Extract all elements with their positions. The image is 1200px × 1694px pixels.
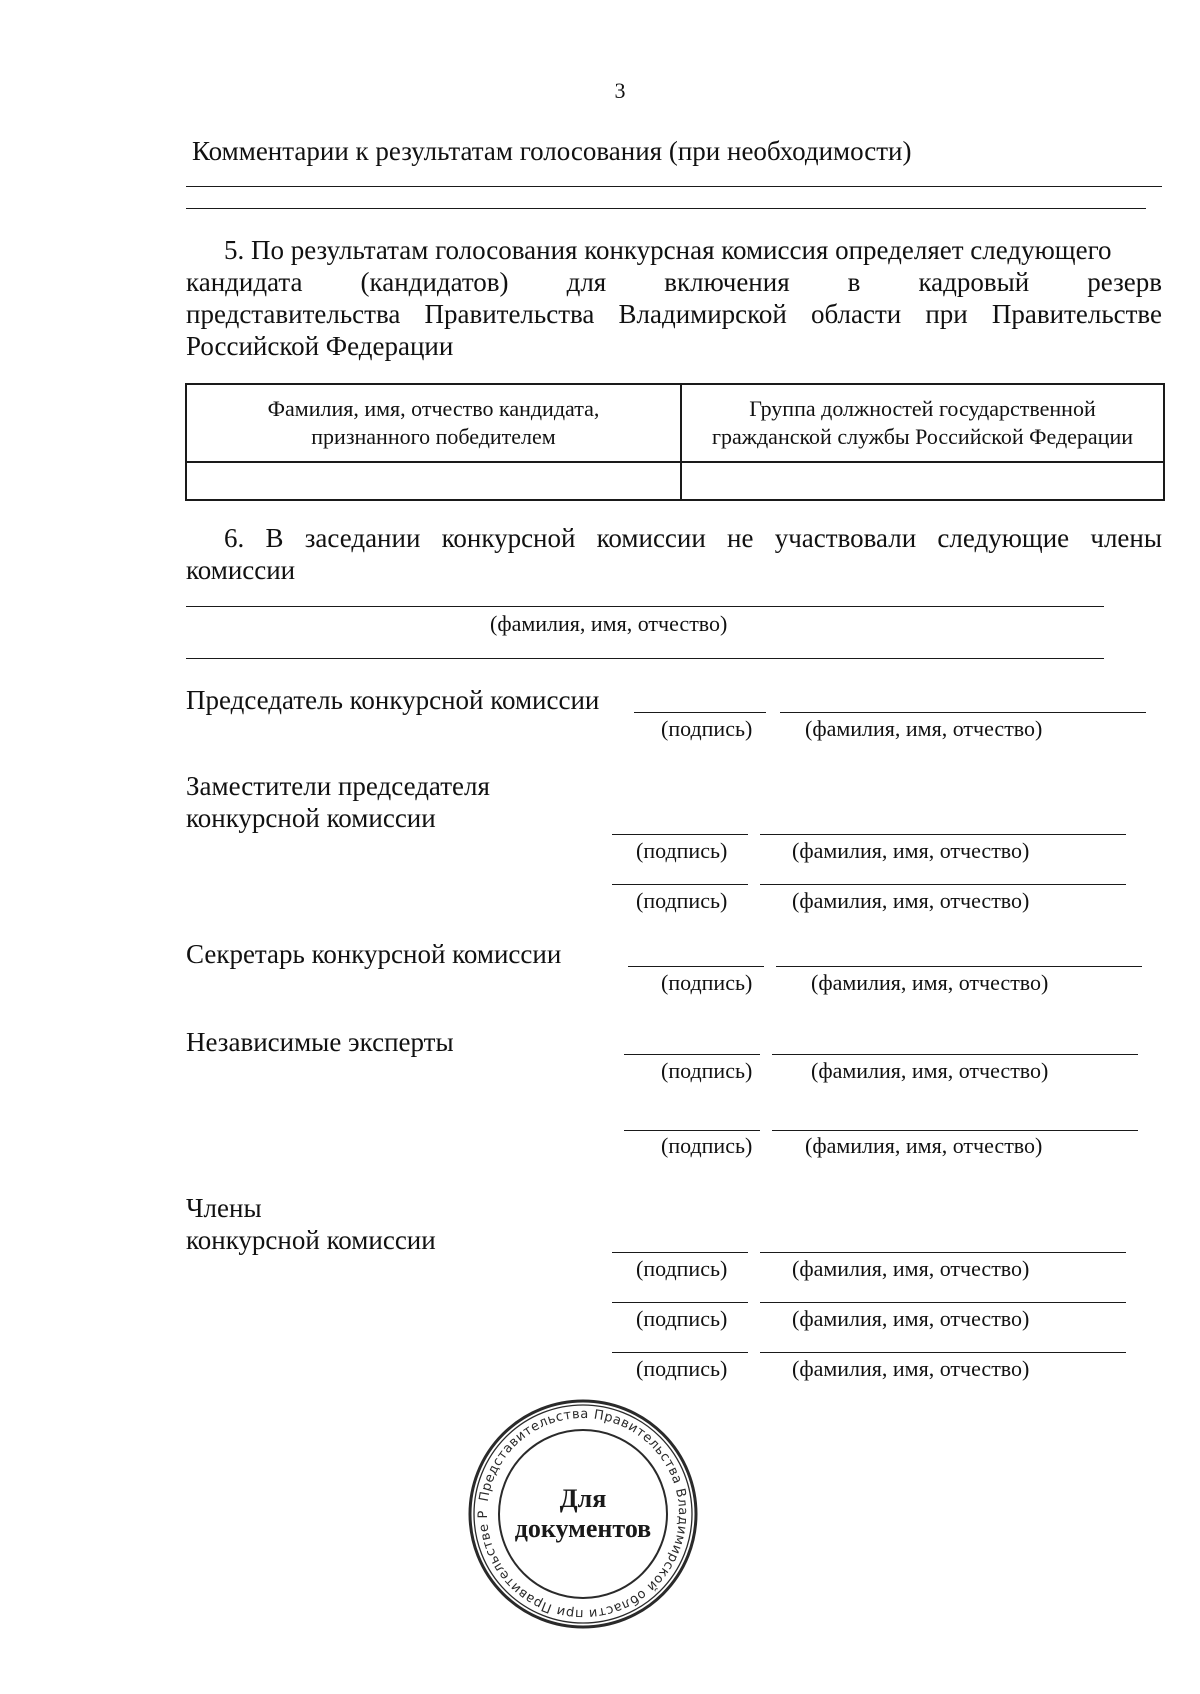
secretary-fio-caption: (фамилия, имя, отчество) bbox=[811, 970, 1049, 995]
deputy2-sign-caption: (подпись) bbox=[636, 888, 728, 913]
table-header-fio-line-2: признанного победителем bbox=[311, 424, 556, 449]
deputy1-signature-line bbox=[612, 834, 748, 835]
page-number: 3 bbox=[614, 78, 626, 103]
deputies-label-line-1: Заместители председателя bbox=[186, 771, 490, 801]
members-label-line-1: Члены bbox=[186, 1193, 262, 1223]
member3-signature-line bbox=[612, 1352, 748, 1353]
member2-fio-line bbox=[760, 1302, 1126, 1303]
stamp-ring-textpath: Представительства Правительства Владимирской области при Правительстве Р bbox=[475, 1406, 691, 1622]
expert1-signature-line bbox=[624, 1054, 760, 1055]
deputy2-fio-line bbox=[760, 884, 1126, 885]
experts-label: Независимые эксперты bbox=[186, 1027, 454, 1057]
members-label-line-2: конкурсной комиссии bbox=[186, 1225, 436, 1255]
secretary-signature-line bbox=[628, 966, 764, 967]
deputy1-fio-line bbox=[760, 834, 1126, 835]
expert2-fio-caption: (фамилия, имя, отчество) bbox=[805, 1133, 1043, 1158]
absent-fio-caption: (фамилия, имя, отчество) bbox=[490, 611, 728, 636]
item5-line-2: кандидата (кандидатов) для включения в кадровый резерв bbox=[186, 267, 1162, 297]
expert2-fio-line bbox=[772, 1130, 1138, 1131]
comments-label: Комментарии к результатам голосования (при необходимости) bbox=[192, 136, 912, 166]
table-header-row bbox=[186, 384, 1164, 462]
item5-line-3: представительства Правительства Владимирской области при Правительстве bbox=[186, 299, 1162, 329]
member1-sign-caption: (подпись) bbox=[636, 1256, 728, 1281]
chairman-signature-line bbox=[634, 712, 766, 713]
item5-line-1: 5. По результатам голосования конкурсная комиссия определяет следующего bbox=[224, 235, 1112, 265]
expert2-signature-line bbox=[624, 1130, 760, 1131]
absent-members-line-1 bbox=[186, 606, 1104, 607]
expert1-fio-caption: (фамилия, имя, отчество) bbox=[811, 1058, 1049, 1083]
chairman-fio-line bbox=[780, 712, 1146, 713]
deputy2-fio-caption: (фамилия, имя, отчество) bbox=[792, 888, 1030, 913]
member3-sign-caption: (подпись) bbox=[636, 1356, 728, 1381]
chairman-fio-caption: (фамилия, имя, отчество) bbox=[805, 716, 1043, 741]
stamp-center-line-2: документов bbox=[514, 1514, 652, 1543]
member1-signature-line bbox=[612, 1252, 748, 1253]
deputies-label-line-2: конкурсной комиссии bbox=[186, 803, 436, 833]
table-header-fio-line-1: Фамилия, имя, отчество кандидата, bbox=[267, 396, 600, 421]
table-header-group bbox=[681, 384, 1164, 462]
deputy1-sign-caption: (подпись) bbox=[636, 838, 728, 863]
table-row bbox=[186, 462, 1164, 500]
member2-sign-caption: (подпись) bbox=[636, 1306, 728, 1331]
absent-members-line-2 bbox=[186, 658, 1104, 659]
deputy1-fio-caption: (фамилия, имя, отчество) bbox=[792, 838, 1030, 863]
member1-fio-line bbox=[760, 1252, 1126, 1253]
item5-line-4: Российской Федерации bbox=[186, 331, 454, 361]
item6-line-2: комиссии bbox=[186, 555, 296, 585]
expert2-sign-caption: (подпись) bbox=[661, 1133, 753, 1158]
candidates-table bbox=[185, 383, 1165, 501]
stamp-center-line-1: Для bbox=[559, 1484, 607, 1513]
member2-signature-line bbox=[612, 1302, 748, 1303]
deputy2-signature-line bbox=[612, 884, 748, 885]
secretary-sign-caption: (подпись) bbox=[661, 970, 753, 995]
table-header-group-line-1: Группа должностей государственной bbox=[749, 396, 1096, 421]
member3-fio-line bbox=[760, 1352, 1126, 1353]
secretary-fio-line bbox=[776, 966, 1142, 967]
table-header-group-line-2: гражданской службы Российской Федерации bbox=[712, 424, 1133, 449]
member3-fio-caption: (фамилия, имя, отчество) bbox=[792, 1356, 1030, 1381]
member2-fio-caption: (фамилия, имя, отчество) bbox=[792, 1306, 1030, 1331]
table-cell-group[interactable] bbox=[681, 462, 1164, 500]
official-stamp bbox=[467, 1398, 699, 1630]
stamp-graphic bbox=[467, 1398, 699, 1630]
chairman-label: Председатель конкурсной комиссии bbox=[186, 685, 600, 715]
comments-line-1 bbox=[186, 186, 1162, 187]
member1-fio-caption: (фамилия, имя, отчество) bbox=[792, 1256, 1030, 1281]
expert1-fio-line bbox=[772, 1054, 1138, 1055]
chairman-sign-caption: (подпись) bbox=[661, 716, 753, 741]
secretary-label: Секретарь конкурсной комиссии bbox=[186, 939, 562, 969]
comments-line-2 bbox=[186, 208, 1146, 209]
table-cell-fio[interactable] bbox=[186, 462, 681, 500]
item6-line-1: 6. В заседании конкурсной комиссии не участвовали следующие члены bbox=[224, 523, 1162, 553]
expert1-sign-caption: (подпись) bbox=[661, 1058, 753, 1083]
table-header-fio bbox=[186, 384, 681, 462]
